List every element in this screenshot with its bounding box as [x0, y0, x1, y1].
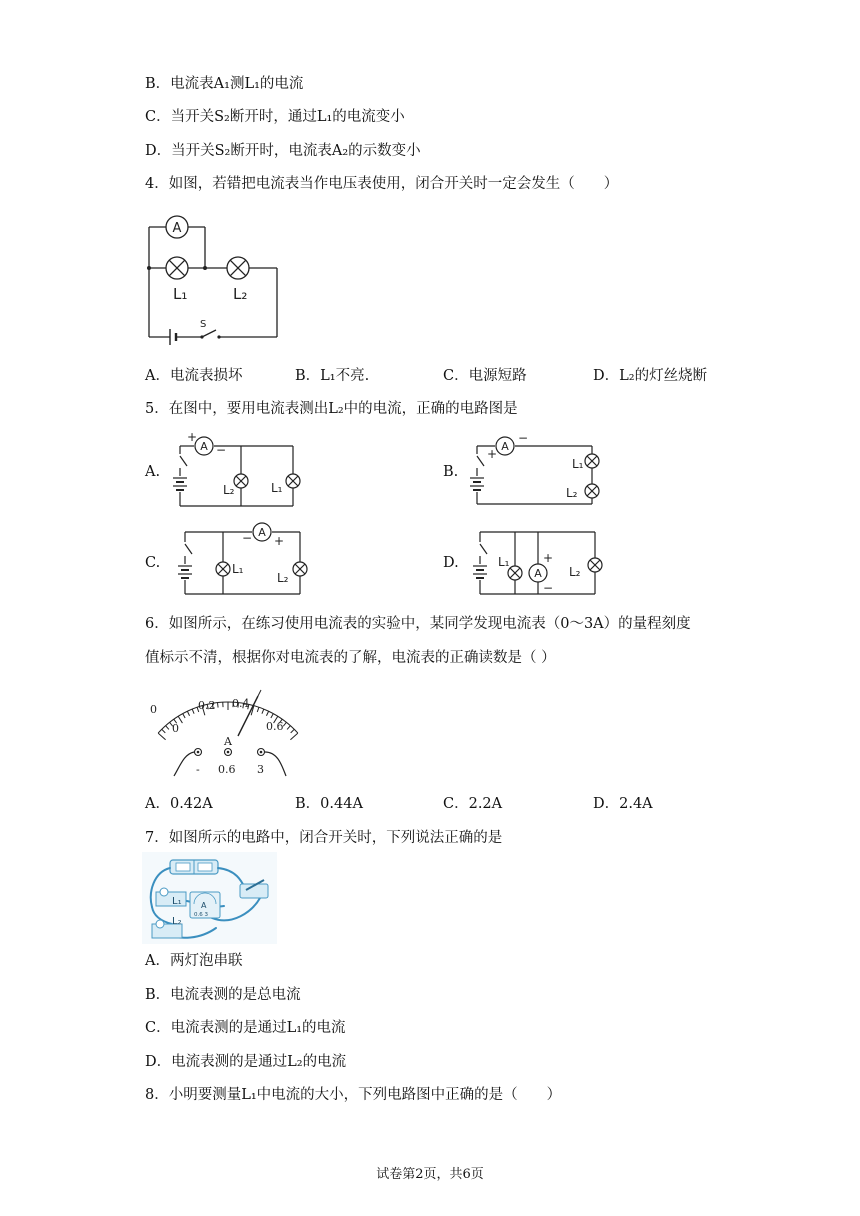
q5-option-c: C.	[145, 555, 161, 571]
wire-left	[174, 752, 194, 776]
dial-tick	[262, 709, 264, 714]
q5d-lamp1-label: L₁	[498, 555, 510, 569]
upper-scale-0: 0	[150, 703, 157, 716]
q5b-minus: −	[518, 431, 529, 445]
battery-box-icon	[170, 860, 218, 874]
q7-option-b: B．电流表测的是总电流	[145, 987, 301, 1003]
q6-option-d: D．2.4A	[593, 796, 653, 812]
q5d-lamp2-label: L₂	[569, 565, 581, 579]
dial-tick	[266, 711, 268, 716]
dial-tick	[183, 714, 185, 718]
q4-lamp1-label: L₁	[173, 285, 188, 303]
q5c-lamp1-icon	[216, 562, 230, 576]
q5c-lamp2-label: L₂	[277, 571, 289, 585]
q4-ammeter-icon	[166, 216, 188, 238]
q5c-plus: +	[274, 534, 285, 548]
dial-tick	[287, 726, 290, 730]
q6-option-c: C．2.2A	[443, 796, 503, 812]
q5d-ammeter-icon	[529, 564, 547, 582]
q6-option-a: A．0.42A	[145, 796, 213, 812]
q4-lamp1-icon	[166, 257, 188, 279]
q7-option-c: C．电流表测的是通过L₁的电流	[145, 1020, 346, 1036]
q5-stem: 5．在图中，要用电流表测出L₂中的电流，正确的电路图是	[145, 401, 518, 417]
q5a-lamp1-label: L₁	[271, 481, 283, 495]
dial-tick	[218, 703, 219, 708]
q5b-plus: +	[487, 447, 498, 461]
q5c-minus: −	[242, 531, 253, 545]
q7-option-a: A．两灯泡串联	[145, 953, 243, 969]
q4-ammeter-label: A	[172, 221, 182, 236]
dial-tick	[192, 709, 194, 714]
upper-scale-0-2: 0.2	[198, 699, 216, 712]
q7-lamp1-label: L₁	[172, 896, 182, 907]
q6-stem-line1: 6．如图所示，在练习使用电流表的实验中，某同学发现电流表（0～3A）的量程刻度	[145, 616, 691, 632]
terminal-label-neg: -	[196, 763, 200, 776]
q5-circuit-b	[462, 432, 607, 512]
lower-scale-0-6: 0.6	[266, 720, 284, 733]
q6-ammeter-dial-figure	[140, 678, 310, 788]
q4-option-b: B．L₁不亮.	[295, 368, 370, 384]
dial-tick	[283, 722, 286, 726]
dial-tick	[271, 714, 273, 718]
q5b-ammeter-icon	[496, 437, 514, 455]
terminal-label-0-6: 0.6	[218, 763, 236, 776]
dial-tick	[187, 711, 189, 716]
terminal-label-3: 3	[257, 763, 264, 776]
dial-tick	[158, 733, 165, 740]
q5d-lamp1-icon	[508, 566, 522, 580]
q5c-ammeter-label: A	[258, 526, 266, 539]
q4-stem: 4．如图，若错把电流表当作电压表使用，闭合开关时一定会发生（ ）	[145, 176, 619, 192]
q5-option-b: B.	[443, 464, 459, 480]
q5a-plus: +	[187, 430, 198, 444]
q7-real-circuit-figure	[142, 852, 277, 944]
q4-option-c: C．电源短路	[443, 368, 527, 384]
q7-ammeter-label: A	[201, 901, 207, 910]
q7-ammeter-range: 0.6 3	[194, 912, 208, 918]
q5d-ammeter-label: A	[534, 567, 542, 580]
q5b-ammeter-label: A	[501, 440, 509, 453]
q5c-lamp1-label: L₁	[232, 562, 244, 576]
q6-stem-line2: 值标示不清，根据你对电流表的了解，电流表的正确读数是（ ）	[145, 650, 556, 666]
dial-tick	[290, 733, 297, 740]
q8-stem: 8．小明要测量L₁中电流的大小，下列电路图中正确的是（ ）	[145, 1087, 562, 1103]
dial-tick	[162, 729, 166, 733]
q5a-ammeter-label: A	[200, 440, 208, 453]
q5b-lamp2-label: L₂	[566, 486, 578, 500]
q5-option-d: D.	[443, 555, 459, 571]
q4-option-a: A．电流表损坏	[145, 368, 243, 384]
q5-circuit-c	[170, 520, 315, 600]
q5d-minus: −	[543, 581, 554, 595]
q5-option-a: A.	[145, 464, 161, 480]
q5b-lamp2-icon	[585, 484, 599, 498]
q5a-minus: −	[216, 443, 227, 457]
q4-switch-label: S	[200, 319, 207, 330]
q5a-lamp1-icon	[286, 474, 300, 488]
q5b-lamp1-icon	[585, 454, 599, 468]
q4-option-d: D．L₂的灯丝烧断	[593, 368, 708, 384]
q5-circuit-d	[465, 520, 610, 600]
q7-option-d: D．电流表测的是通过L₂的电流	[145, 1054, 347, 1070]
q5a-lamp2-icon	[234, 474, 248, 488]
q5d-lamp2-icon	[588, 558, 602, 572]
wire-right	[265, 752, 286, 776]
q5c-lamp2-icon	[293, 562, 307, 576]
q5a-ammeter-icon	[195, 437, 213, 455]
q3-option-c: C．当开关S₂断开时，通过L₁的电流变小	[145, 109, 405, 125]
q7-stem: 7．如图所示的电路中，闭合开关时，下列说法正确的是	[145, 830, 503, 846]
dial-tick	[257, 707, 259, 712]
q6-option-b: B．0.44A	[295, 796, 363, 812]
upper-scale-0-4: 0.4	[232, 697, 250, 710]
q5c-ammeter-icon	[253, 523, 271, 541]
q5-circuit-a	[165, 432, 305, 512]
q5b-lamp1-label: L₁	[572, 457, 584, 471]
q5d-plus: +	[543, 551, 554, 565]
q3-option-d: D．当开关S₂断开时，电流表A₂的示数变小	[145, 143, 421, 159]
page-footer: 试卷第2页，共6页	[376, 1167, 484, 1182]
lower-scale-0: 0	[172, 722, 179, 735]
q4-lamp2-label: L₂	[233, 285, 248, 303]
q7-lamp2-label: L₂	[172, 916, 182, 927]
q4-circuit-figure	[140, 205, 290, 345]
dial-unit: A	[224, 735, 232, 748]
q5a-lamp2-label: L₂	[223, 483, 235, 497]
q3-option-b: B．电流表A₁测L₁的电流	[145, 76, 304, 92]
dial-tick	[166, 726, 169, 730]
dial-tick	[291, 729, 295, 733]
q4-lamp2-icon	[227, 257, 249, 279]
